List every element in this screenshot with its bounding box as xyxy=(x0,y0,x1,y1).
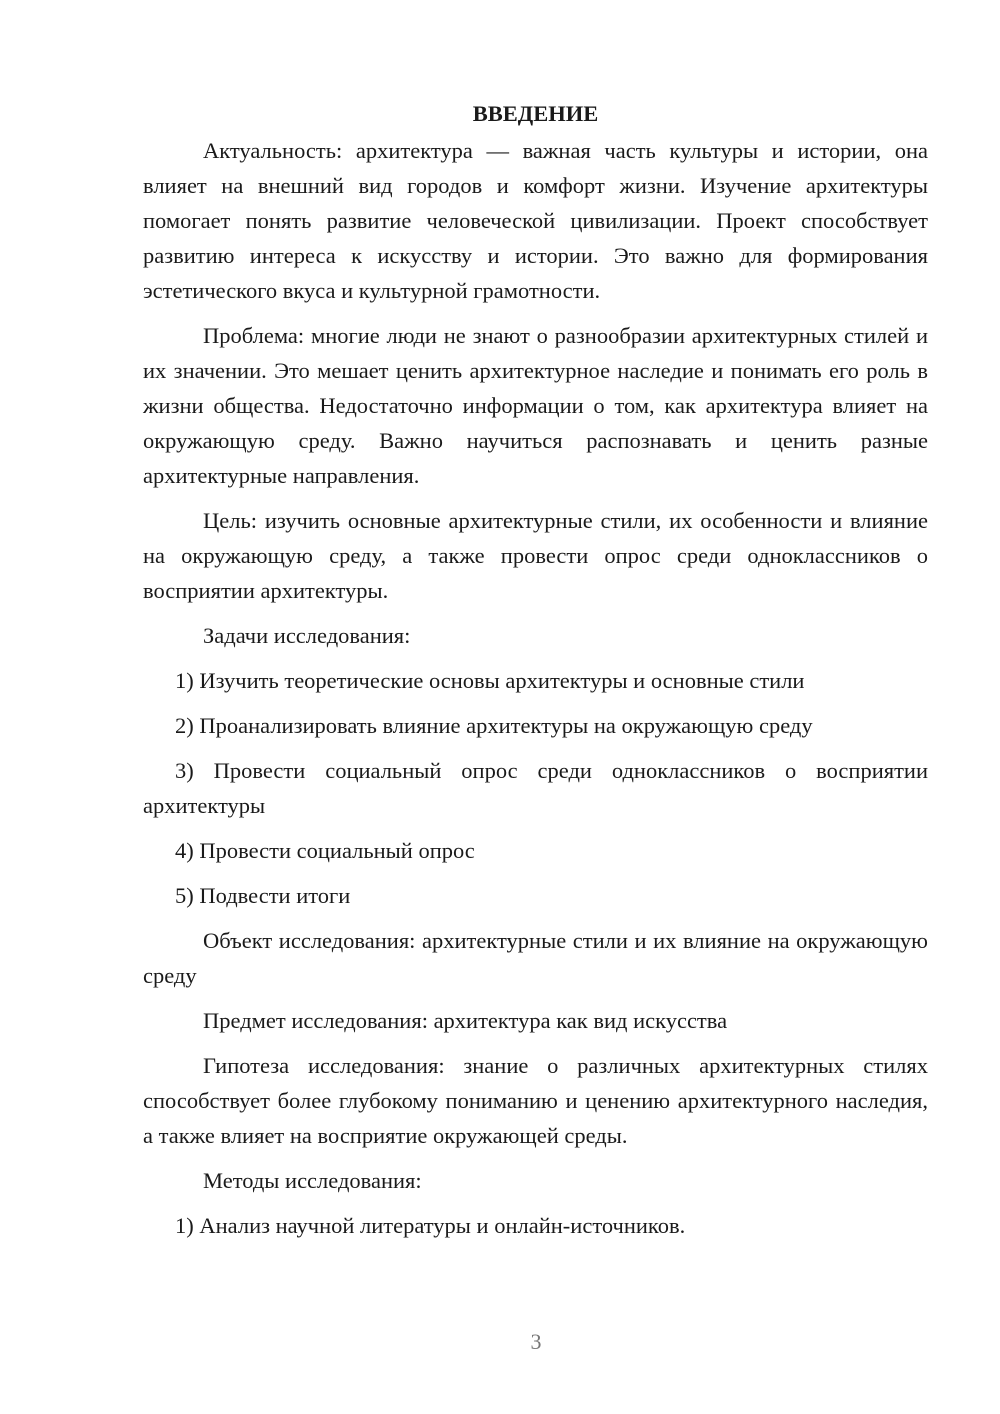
method-item-1: 1) Анализ научной литературы и онлайн-источников. xyxy=(175,1213,686,1238)
hypothesis-paragraph: Гипотеза исследования: знание о различных архитектурных стилях способствует более глубокому пониманию и ценению архитектурного наследия, а также влияет на восприятие окружающей среды. xyxy=(143,1053,928,1148)
problem-paragraph: Проблема: многие люди не знают о разнообразии архитектурных стилей и их значении. Это мешает ценить архитектурное наследие и понимать его роль в жизни общества. Недостаточно информации о том, как архитектура влияет на окружающую среду. Важно научиться распознавать и ценить разные архитектурные направления. xyxy=(143,323,928,488)
task-item-5: 5) Подвести итоги xyxy=(175,883,351,908)
task-item-4: 4) Провести социальный опрос xyxy=(175,838,475,863)
object-paragraph: Объект исследования: архитектурные стили и их влияние на окружающую среду xyxy=(143,928,928,988)
relevance-paragraph: Актуальность: архитектура — важная часть культуры и истории, она влияет на внешний вид городов и комфорт жизни. Изучение архитектуры помогает понять развитие человеческой цивилизации. Проект способствует развитию интереса к искусству и истории. Это важно для формирования эстетического вкуса и культурной грамотности. xyxy=(143,138,928,303)
subject-paragraph: Предмет исследования: архитектура как вид искусства xyxy=(203,1008,728,1033)
document-body xyxy=(143,96,928,1253)
task-item-2: 2) Проанализировать влияние архитектуры на окружающую среду xyxy=(175,713,813,738)
methods-heading: Методы исследования: xyxy=(203,1168,422,1193)
task-item-1: 1) Изучить теоретические основы архитектуры и основные стили xyxy=(175,668,805,693)
goal-paragraph: Цель: изучить основные архитектурные стили, их особенности и влияние на окружающую среду, а также провести опрос среди одноклассников о восприятии архитектуры. xyxy=(143,508,928,603)
tasks-heading: Задачи исследования: xyxy=(203,623,411,648)
page-number: 3 xyxy=(530,1329,542,1354)
page-title: ВВЕДЕНИЕ xyxy=(472,101,599,126)
task-item-3: 3) Провести социальный опрос среди одноклассников о восприятии архитектуры xyxy=(143,758,928,818)
